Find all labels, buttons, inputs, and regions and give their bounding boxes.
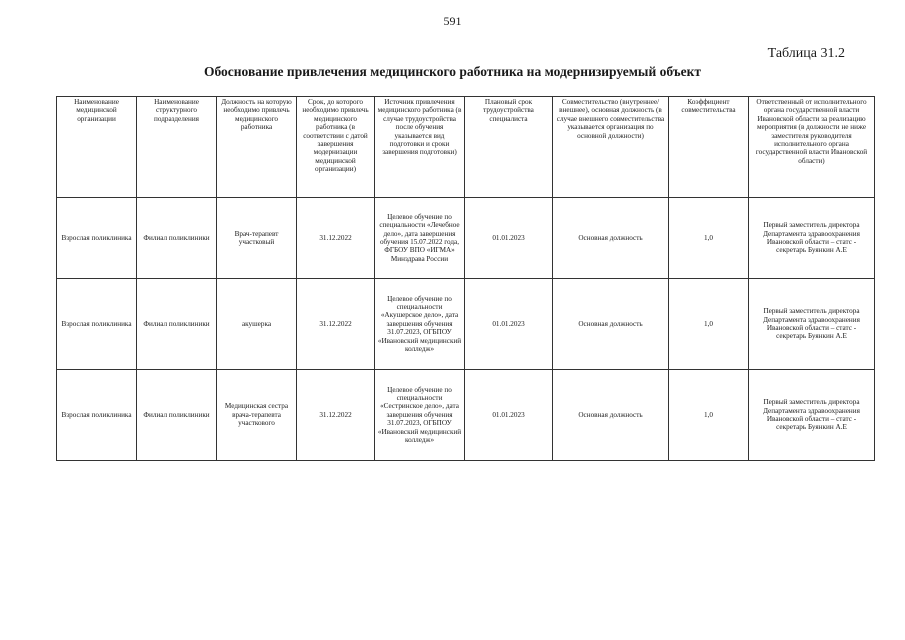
cell-source: Целевое обучение по специальности «Сестринское дело», дата завершения обучения 31.07.2023, ОГБПОУ «Ивановский медицинский колледж» [375,370,465,461]
table-header-row [57,97,875,198]
page-number: 591 [443,14,462,28]
column-header: Наименование медицинской организации [57,97,137,198]
document-title: Обоснование привлечения медицинского работника на модернизируемый объект [203,64,702,79]
cell-responsible: Первый заместитель директора Департамента здравоохранения Ивановской области – статс - секретарь Буянкин А.Е [749,279,875,370]
cell-organization: Взрослая поликлиника [57,279,137,370]
cell-combination: Основная должность [553,279,669,370]
column-header: Ответственный от исполнительного органа государственной власти Ивановской области за реализацию мероприятия (в должности не ниже заместителя руководителя исполнительного органа государственной власти Ивановской области) [749,97,875,198]
cell-planned-date: 01.01.2023 [465,279,553,370]
cell-position: Врач-терапевт участковый [217,198,297,279]
cell-position: акушерка [217,279,297,370]
cell-source: Целевое обучение по специальности «Лечебное дело», дата завершения обучения 15.07.2022 года, ФГБОУ ВПО «ИГМА» Минздрава России [375,198,465,279]
cell-organization: Взрослая поликлиника [57,198,137,279]
table-label: Таблица 31.2 [767,46,845,61]
column-header: Срок, до которого необходимо привлечь медицинского работника (в соответствии с датой завершения модернизации медицинской организации) [297,97,375,198]
cell-combination: Основная должность [553,198,669,279]
cell-planned-date: 01.01.2023 [465,370,553,461]
cell-deadline: 31.12.2022 [297,198,375,279]
cell-deadline: 31.12.2022 [297,370,375,461]
cell-division: Филиал поликлиники [137,279,217,370]
table-row [57,370,875,461]
cell-position: Медицинская сестра врача-терапевта участкового [217,370,297,461]
cell-responsible: Первый заместитель директора Департамента здравоохранения Ивановской области – статс - секретарь Буянкин А.Е [749,370,875,461]
cell-division: Филиал поликлиники [137,198,217,279]
column-header: Плановый срок трудоустройства специалиста [465,97,553,198]
cell-organization: Взрослая поликлиника [57,370,137,461]
cell-coefficient: 1,0 [669,279,749,370]
justification-table [56,96,875,461]
column-header: Совместительство (внутреннее/внешнее), основная должность (в случае внешнего совместительства указывается организация по основной должности) [553,97,669,198]
column-header: Наименование структурного подразделения [137,97,217,198]
cell-responsible: Первый заместитель директора Департамента здравоохранения Ивановской области – статс - секретарь Буянкин А.Е [749,198,875,279]
cell-combination: Основная должность [553,370,669,461]
cell-planned-date: 01.01.2023 [465,198,553,279]
cell-source: Целевое обучение по специальности «Акушерское дело», дата завершения обучения 31.07.2023, ОГБПОУ «Ивановский медицинский колледж» [375,279,465,370]
column-header: Источник привлечения медицинского работника (в случае трудоустройства после обучения указывается вид подготовки и сроки завершения подготовки) [375,97,465,198]
cell-coefficient: 1,0 [669,370,749,461]
cell-deadline: 31.12.2022 [297,279,375,370]
cell-coefficient: 1,0 [669,198,749,279]
table-row [57,279,875,370]
table-row [57,198,875,279]
cell-division: Филиал поликлиники [137,370,217,461]
column-header: Должность на которую необходимо привлечь медицинского работника [217,97,297,198]
column-header: Коэффициент совместительства [669,97,749,198]
